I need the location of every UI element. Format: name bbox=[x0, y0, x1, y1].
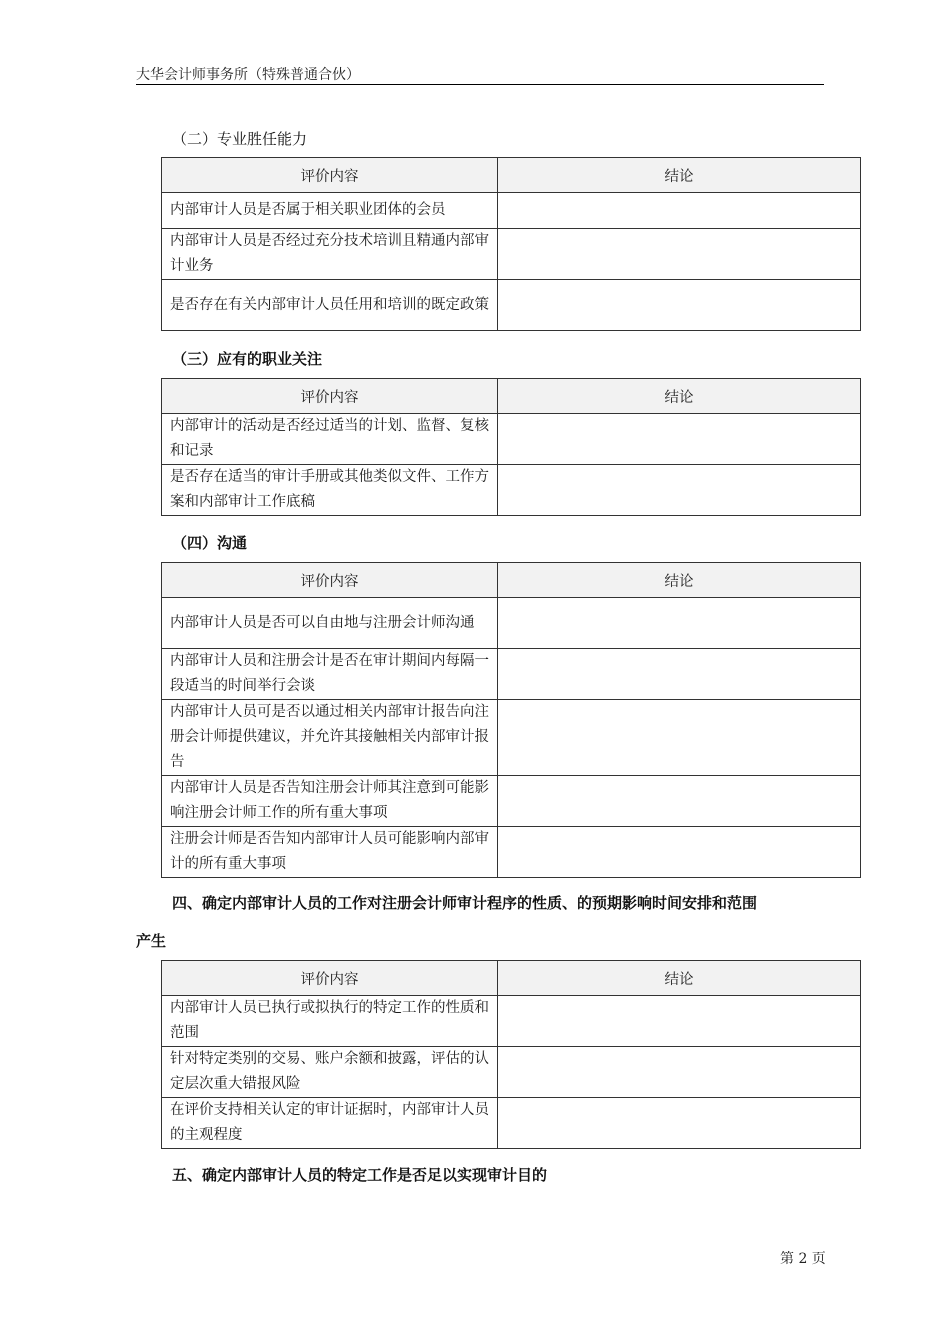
table-row bbox=[162, 1098, 861, 1149]
section-title-competence: （二）专业胜任能力 bbox=[172, 130, 308, 148]
conclusion-cell[interactable] bbox=[498, 1047, 861, 1098]
table-row bbox=[162, 649, 861, 700]
conclusion-cell[interactable] bbox=[498, 193, 861, 229]
evaluation-item: 针对特定类别的交易、账户余额和披露，评估的认定层次重大错报风险 bbox=[162, 1047, 498, 1098]
evaluation-item: 内部审计人员是否经过充分技术培训且精通内部审计业务 bbox=[162, 229, 498, 280]
part-four-title-continued: 产生 bbox=[136, 932, 167, 950]
due-care-table bbox=[161, 378, 861, 516]
table-row bbox=[162, 229, 861, 280]
table-header-row bbox=[162, 379, 861, 414]
column-header: 结论 bbox=[498, 158, 861, 193]
impact-table bbox=[161, 960, 861, 1149]
section-title-communication: （四）沟通 bbox=[172, 534, 248, 552]
header-divider bbox=[136, 84, 824, 85]
column-header: 结论 bbox=[498, 379, 861, 414]
column-header: 评价内容 bbox=[162, 961, 498, 996]
table-row bbox=[162, 776, 861, 827]
evaluation-item: 是否存在适当的审计手册或其他类似文件、工作方案和内部审计工作底稿 bbox=[162, 465, 498, 516]
evaluation-item: 注册会计师是否告知内部审计人员可能影响内部审计的所有重大事项 bbox=[162, 827, 498, 878]
conclusion-cell[interactable] bbox=[498, 827, 861, 878]
table-row bbox=[162, 827, 861, 878]
evaluation-item: 内部审计人员是否可以自由地与注册会计师沟通 bbox=[162, 598, 498, 649]
column-header: 评价内容 bbox=[162, 379, 498, 414]
column-header: 评价内容 bbox=[162, 158, 498, 193]
conclusion-cell[interactable] bbox=[498, 414, 861, 465]
evaluation-item: 是否存在有关内部审计人员任用和培训的既定政策 bbox=[162, 280, 498, 331]
evaluation-item: 内部审计人员已执行或拟执行的特定工作的性质和范围 bbox=[162, 996, 498, 1047]
communication-table bbox=[161, 562, 861, 878]
part-five-title: 五、确定内部审计人员的特定工作是否足以实现审计目的 bbox=[172, 1166, 548, 1184]
evaluation-item: 内部审计人员和注册会计是否在审计期间内每隔一段适当的时间举行会谈 bbox=[162, 649, 498, 700]
evaluation-item: 内部审计人员是否属于相关职业团体的会员 bbox=[162, 193, 498, 229]
table-row bbox=[162, 280, 861, 331]
column-header: 结论 bbox=[498, 961, 861, 996]
table-row bbox=[162, 996, 861, 1047]
table-header-row bbox=[162, 563, 861, 598]
table-header-row bbox=[162, 158, 861, 193]
conclusion-cell[interactable] bbox=[498, 1098, 861, 1149]
column-header: 结论 bbox=[498, 563, 861, 598]
conclusion-cell[interactable] bbox=[498, 280, 861, 331]
conclusion-cell[interactable] bbox=[498, 649, 861, 700]
table-header-row bbox=[162, 961, 861, 996]
competence-table bbox=[161, 157, 861, 331]
part-four-title: 四、确定内部审计人员的工作对注册会计师审计程序的性质、的预期影响时间安排和范围 bbox=[172, 894, 758, 912]
evaluation-item: 内部审计人员可是否以通过相关内部审计报告向注册会计师提供建议，并允许其接触相关内部审计报告 bbox=[162, 700, 498, 776]
conclusion-cell[interactable] bbox=[498, 465, 861, 516]
column-header: 评价内容 bbox=[162, 563, 498, 598]
table-row bbox=[162, 193, 861, 229]
evaluation-item: 内部审计人员是否告知注册会计师其注意到可能影响注册会计师工作的所有重大事项 bbox=[162, 776, 498, 827]
conclusion-cell[interactable] bbox=[498, 229, 861, 280]
conclusion-cell[interactable] bbox=[498, 996, 861, 1047]
table-row bbox=[162, 598, 861, 649]
evaluation-item: 内部审计的活动是否经过适当的计划、监督、复核和记录 bbox=[162, 414, 498, 465]
conclusion-cell[interactable] bbox=[498, 776, 861, 827]
conclusion-cell[interactable] bbox=[498, 700, 861, 776]
table-row bbox=[162, 414, 861, 465]
evaluation-item: 在评价支持相关认定的审计证据时，内部审计人员的主观程度 bbox=[162, 1098, 498, 1149]
page-number: 第 2 页 bbox=[780, 1251, 826, 1267]
table-row bbox=[162, 700, 861, 776]
table-row bbox=[162, 1047, 861, 1098]
conclusion-cell[interactable] bbox=[498, 598, 861, 649]
section-title-due-care: （三）应有的职业关注 bbox=[172, 350, 323, 368]
table-row bbox=[162, 465, 861, 516]
firm-name: 大华会计师事务所（特殊普通合伙） bbox=[136, 67, 360, 83]
